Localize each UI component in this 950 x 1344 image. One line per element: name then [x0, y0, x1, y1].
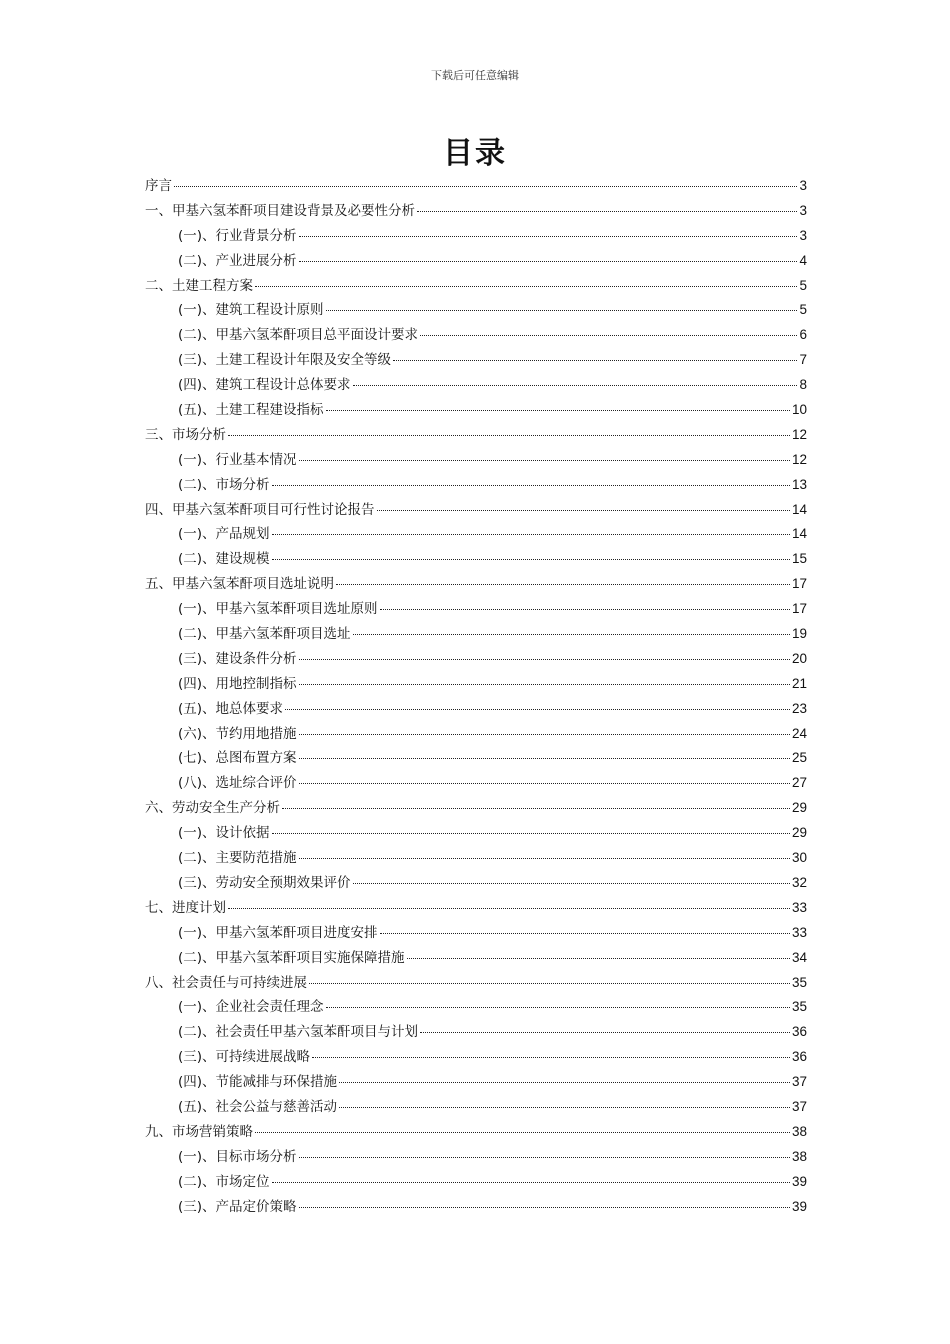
toc-entry[interactable]	[145, 224, 807, 249]
toc-dot-leader	[326, 1007, 790, 1008]
toc-entry[interactable]	[145, 323, 807, 348]
toc-entry-page: 5	[799, 302, 807, 318]
toc-entry[interactable]	[145, 821, 807, 846]
toc-dot-leader	[299, 1157, 790, 1158]
toc-entry[interactable]	[145, 1095, 807, 1120]
toc-dot-leader	[377, 510, 790, 511]
toc-entry-page: 21	[791, 675, 807, 691]
toc-entry-label: 九、市场营销策略	[145, 1123, 253, 1140]
toc-entry-label: (一)、甲基六氢苯酐项目选址原则	[178, 601, 378, 618]
toc-entry-page: 15	[791, 551, 807, 567]
toc-entry-label: (四)、节能减排与环保措施	[178, 1074, 338, 1091]
toc-entry-page: 37	[791, 1098, 807, 1114]
toc-dot-leader	[393, 360, 797, 361]
toc-entry-page: 7	[799, 352, 807, 368]
toc-dot-leader	[353, 634, 790, 635]
toc-entry[interactable]	[145, 771, 807, 796]
toc-entry[interactable]	[145, 995, 807, 1020]
toc-entry[interactable]	[145, 796, 807, 821]
toc-entry-page: 38	[791, 1123, 807, 1139]
toc-entry-page: 10	[791, 402, 807, 418]
toc-entry-page: 12	[791, 451, 807, 467]
toc-dot-leader	[339, 1107, 790, 1108]
toc-entry-label: 八、社会责任与可持续进展	[145, 974, 307, 991]
toc-dot-leader	[420, 335, 797, 336]
toc-entry-label: (三)、产品定价策略	[178, 1198, 297, 1215]
toc-entry-page: 3	[799, 178, 807, 193]
toc-entry-label: 四、甲基六氢苯酐项目可行性讨论报告	[145, 501, 375, 518]
toc-entry-label: (八)、选址综合评价	[178, 775, 297, 792]
table-of-contents	[145, 174, 807, 1219]
header-note: 下载后可任意编辑	[431, 69, 519, 82]
toc-dot-leader	[299, 734, 790, 735]
toc-dot-leader	[272, 1182, 790, 1183]
toc-dot-leader	[228, 435, 790, 436]
toc-entry-page: 33	[791, 899, 807, 915]
toc-dot-leader	[353, 883, 790, 884]
toc-dot-leader	[282, 808, 790, 809]
toc-entry-page: 39	[791, 1198, 807, 1214]
toc-dot-leader	[420, 1032, 790, 1033]
toc-entry[interactable]	[145, 672, 807, 697]
toc-entry[interactable]	[145, 298, 807, 323]
toc-dot-leader	[272, 559, 790, 560]
toc-entry-label: (一)、行业背景分析	[178, 227, 297, 244]
toc-dot-leader	[272, 485, 790, 486]
toc-entry-label: (一)、甲基六氢苯酐项目进度安排	[178, 924, 378, 941]
toc-dot-leader	[353, 385, 798, 386]
toc-entry-label: (二)、甲基六氢苯酐项目实施保障措施	[178, 949, 405, 966]
toc-entry-page: 33	[791, 924, 807, 940]
toc-entry[interactable]	[145, 398, 807, 423]
toc-entry[interactable]	[145, 522, 807, 547]
toc-dot-leader	[255, 286, 797, 287]
toc-entry-page: 30	[791, 850, 807, 866]
toc-entry-label: 六、劳动安全生产分析	[145, 800, 280, 817]
toc-dot-leader	[299, 1207, 790, 1208]
toc-entry-page: 17	[791, 576, 807, 592]
toc-entry-page: 36	[791, 1024, 807, 1040]
toc-entry[interactable]	[145, 622, 807, 647]
toc-entry-page: 27	[791, 775, 807, 791]
toc-entry-label: (二)、甲基六氢苯酐项目选址	[178, 626, 351, 643]
toc-entry[interactable]	[145, 498, 807, 523]
toc-entry-page: 13	[791, 476, 807, 492]
toc-dot-leader	[309, 983, 790, 984]
toc-entry-label: (一)、行业基本情况	[178, 451, 297, 468]
toc-entry[interactable]	[145, 746, 807, 771]
toc-entry-label: (二)、社会责任甲基六氢苯酐项目与计划	[178, 1024, 419, 1041]
toc-entry[interactable]	[145, 199, 807, 224]
toc-entry-page: 38	[791, 1148, 807, 1164]
toc-entry-page: 20	[791, 650, 807, 666]
toc-entry-label: (五)、社会公益与慈善活动	[178, 1098, 338, 1115]
toc-entry-label: (七)、总图布置方案	[178, 750, 297, 767]
toc-entry-page: 29	[791, 800, 807, 816]
toc-dot-leader	[299, 659, 790, 660]
toc-entry[interactable]	[145, 373, 807, 398]
toc-dot-leader	[272, 534, 790, 535]
toc-entry-page: 39	[791, 1173, 807, 1189]
toc-entry-page: 5	[799, 277, 807, 293]
toc-entry-label: 二、土建工程方案	[145, 277, 253, 294]
toc-entry-label: 一、甲基六氢苯酐项目建设背景及必要性分析	[145, 202, 415, 219]
toc-dot-leader	[255, 1132, 790, 1133]
toc-entry-page: 8	[799, 377, 807, 393]
toc-entry-label: (五)、地总体要求	[178, 700, 284, 717]
toc-entry-label: (二)、建设规模	[178, 551, 270, 568]
toc-entry-page: 37	[791, 1074, 807, 1090]
toc-entry[interactable]	[145, 971, 807, 996]
toc-entry-label: (六)、节约用地措施	[178, 725, 297, 742]
toc-dot-leader	[326, 410, 790, 411]
toc-entry[interactable]	[145, 423, 807, 448]
toc-dot-leader	[299, 261, 798, 262]
toc-entry-page: 29	[791, 825, 807, 841]
toc-dot-leader	[174, 186, 797, 187]
toc-entry-label: (一)、产品规划	[178, 526, 270, 543]
toc-entry-page: 19	[791, 626, 807, 642]
toc-dot-leader	[299, 783, 790, 784]
toc-entry[interactable]	[145, 846, 807, 871]
toc-dot-leader	[380, 609, 790, 610]
toc-dot-leader	[336, 584, 790, 585]
toc-entry-page: 36	[791, 1049, 807, 1065]
toc-entry-page: 35	[791, 974, 807, 990]
toc-entry[interactable]	[145, 1170, 807, 1195]
toc-entry-label: (一)、目标市场分析	[178, 1148, 297, 1165]
toc-entry-label: (二)、甲基六氢苯酐项目总平面设计要求	[178, 327, 419, 344]
toc-entry-label: (二)、主要防范措施	[178, 850, 297, 867]
toc-entry-label: (四)、用地控制指标	[178, 675, 297, 692]
toc-entry-page: 25	[791, 750, 807, 766]
toc-entry[interactable]	[145, 1070, 807, 1095]
toc-dot-leader	[285, 709, 790, 710]
toc-entry-page: 14	[791, 526, 807, 542]
toc-entry-page: 34	[791, 949, 807, 965]
toc-entry-page: 3	[799, 202, 807, 218]
toc-entry-label: 三、市场分析	[145, 426, 226, 443]
toc-entry-label: (一)、建筑工程设计原则	[178, 302, 324, 319]
toc-entry-page: 12	[791, 426, 807, 442]
page-title: 目录	[443, 136, 507, 171]
toc-entry-page: 24	[791, 725, 807, 741]
toc-entry-label: 五、甲基六氢苯酐项目选址说明	[145, 576, 334, 593]
toc-entry[interactable]	[145, 1145, 807, 1170]
toc-entry-page: 3	[799, 227, 807, 243]
toc-dot-leader	[380, 933, 790, 934]
toc-entry-label: (三)、可持续进展战略	[178, 1049, 311, 1066]
toc-dot-leader	[299, 236, 798, 237]
toc-entry-page: 6	[799, 327, 807, 343]
toc-entry-page: 17	[791, 601, 807, 617]
toc-entry[interactable]	[145, 1045, 807, 1070]
toc-dot-leader	[272, 833, 790, 834]
toc-entry[interactable]	[145, 946, 807, 971]
toc-entry-page: 14	[791, 501, 807, 517]
toc-entry[interactable]	[145, 348, 807, 373]
toc-entry-label: (三)、土建工程设计年限及安全等级	[178, 352, 392, 369]
toc-entry[interactable]	[145, 896, 807, 921]
toc-entry-page: 4	[799, 252, 807, 268]
toc-entry[interactable]	[145, 597, 807, 622]
toc-entry[interactable]	[145, 1195, 807, 1220]
toc-entry-page: 32	[791, 874, 807, 890]
toc-entry-label: 七、进度计划	[145, 899, 226, 916]
toc-entry[interactable]	[145, 448, 807, 473]
toc-entry-page: 23	[791, 700, 807, 716]
toc-dot-leader	[407, 958, 790, 959]
toc-entry[interactable]	[145, 1120, 807, 1145]
toc-dot-leader	[299, 684, 790, 685]
toc-entry[interactable]	[145, 547, 807, 572]
toc-entry[interactable]	[145, 249, 807, 274]
toc-entry-label: (三)、劳动安全预期效果评价	[178, 874, 351, 891]
toc-entry-page: 35	[791, 999, 807, 1015]
toc-dot-leader	[299, 758, 790, 759]
toc-entry-label: (一)、企业社会责任理念	[178, 999, 324, 1016]
toc-dot-leader	[312, 1057, 790, 1058]
toc-entry[interactable]	[145, 572, 807, 597]
toc-entry-label: 序言	[145, 178, 172, 194]
toc-dot-leader	[228, 908, 790, 909]
toc-entry[interactable]	[145, 1020, 807, 1045]
toc-entry-label: (四)、建筑工程设计总体要求	[178, 377, 351, 394]
toc-dot-leader	[299, 460, 790, 461]
toc-entry[interactable]	[145, 697, 807, 722]
toc-entry-label: (二)、市场定位	[178, 1173, 270, 1190]
toc-dot-leader	[339, 1082, 790, 1083]
toc-entry[interactable]	[145, 174, 807, 199]
toc-entry[interactable]	[145, 921, 807, 946]
toc-entry[interactable]	[145, 871, 807, 896]
toc-entry-label: (二)、市场分析	[178, 476, 270, 493]
toc-entry-label: (三)、建设条件分析	[178, 650, 297, 667]
toc-entry[interactable]	[145, 473, 807, 498]
toc-entry[interactable]	[145, 647, 807, 672]
toc-entry-label: (五)、土建工程建设指标	[178, 402, 324, 419]
toc-entry[interactable]	[145, 274, 807, 299]
toc-entry-label: (一)、设计依据	[178, 825, 270, 842]
toc-dot-leader	[417, 211, 797, 212]
toc-entry-label: (二)、产业进展分析	[178, 252, 297, 269]
toc-dot-leader	[326, 310, 798, 311]
toc-entry[interactable]	[145, 722, 807, 747]
toc-dot-leader	[299, 858, 790, 859]
